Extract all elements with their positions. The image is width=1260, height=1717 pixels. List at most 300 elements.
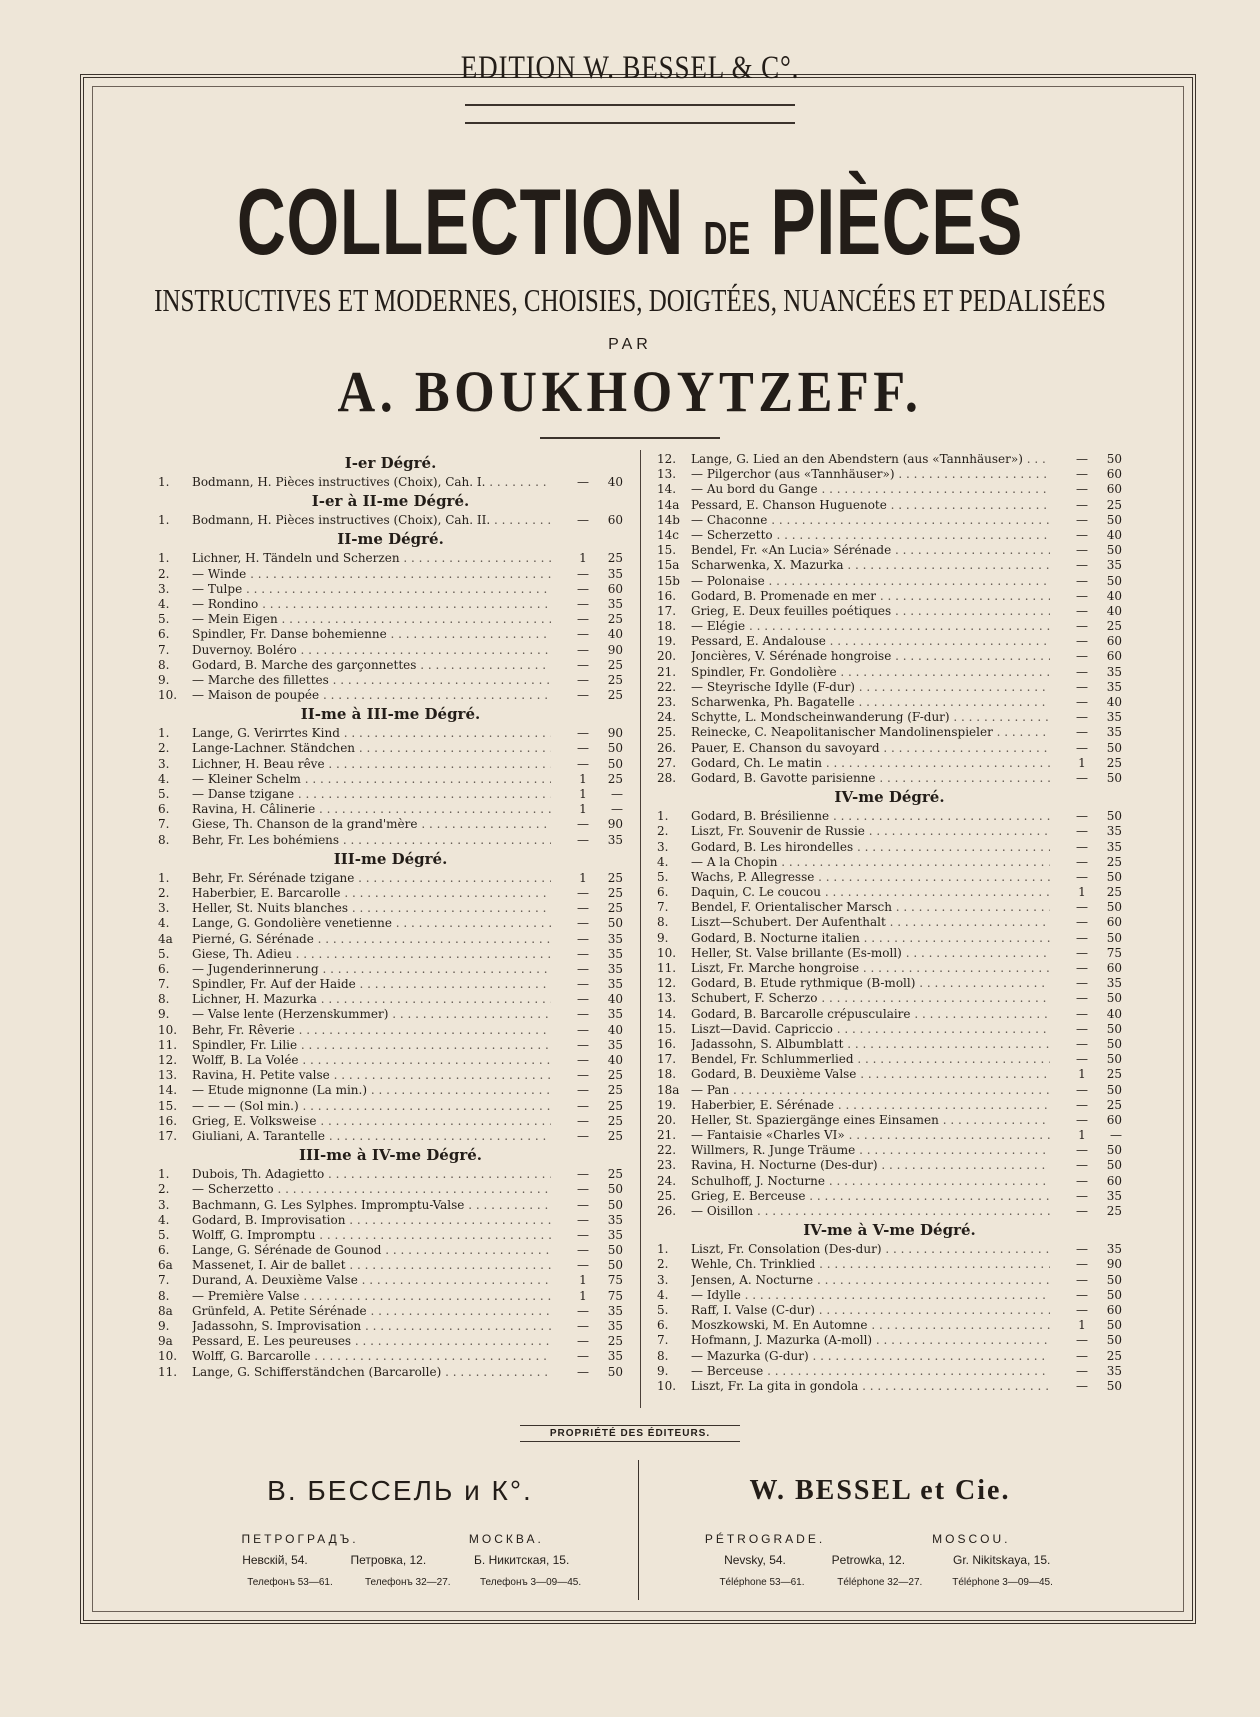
entry-title: Spindler, Fr. Danse bohemienne . . . (192, 627, 551, 642)
entry-title: Pauer, E. Chanson du savoyard . . . (691, 741, 1050, 756)
entry-price (551, 871, 623, 886)
catalog-entry (657, 946, 1122, 961)
catalog-entry (158, 772, 623, 787)
price-kopecks: 50 (1106, 1052, 1122, 1067)
entry-number: 14. (158, 1083, 178, 1098)
entry-title: — Jugenderinnerung . . . (192, 962, 551, 977)
price-rubles: — (1076, 710, 1088, 725)
phone-fr-1: Téléphone 53—61. (719, 1577, 805, 1588)
entry-price (551, 1053, 623, 1068)
entry-price (551, 627, 623, 642)
entry-number: 2. (158, 741, 170, 756)
entry-title: Massenet, I. Air de ballet . . . (192, 1258, 551, 1273)
entry-title: Godard, Ch. Le matin . . . (691, 756, 1050, 771)
catalog-entry (158, 673, 623, 688)
price-kopecks: 60 (607, 513, 623, 528)
entry-number: 2. (158, 885, 170, 900)
entry-number: 17. (657, 1052, 677, 1067)
entry-number: 8. (158, 1288, 170, 1303)
price-kopecks: 60 (1106, 915, 1122, 930)
entry-title: — Polonaise . . . (691, 574, 1050, 589)
entry-price (1050, 1288, 1122, 1303)
price-kopecks: 50 (1106, 770, 1122, 785)
entry-number: 8. (158, 832, 170, 847)
entry-price (1050, 771, 1122, 786)
entry-number: 3. (657, 839, 669, 854)
price-rubles: — (1076, 527, 1088, 542)
entry-title: — Steyrische Idylle (F-dur) . . . (691, 680, 1050, 695)
price-kopecks: 50 (607, 741, 623, 756)
publisher-name-french: W. BESSEL et Cie. (749, 1475, 1011, 1506)
entry-price (551, 916, 623, 931)
price-rubles: — (577, 741, 589, 756)
entry-number: 5. (158, 946, 170, 961)
entry-price (551, 1129, 623, 1144)
entry-price (1050, 1333, 1122, 1348)
entry-price (1050, 665, 1122, 680)
price-kopecks: 50 (1106, 573, 1122, 588)
price-rubles: — (577, 688, 589, 703)
price-kopecks: 60 (1106, 467, 1122, 482)
price-kopecks: 35 (1106, 664, 1122, 679)
entry-title: Godard, B. Marche des garçonnettes . . . (192, 658, 551, 673)
price-rubles: — (577, 627, 589, 642)
price-rubles: — (577, 1022, 589, 1037)
entry-title: Raff, I. Valse (C-dur) . . . (691, 1303, 1050, 1318)
entry-title: Wolff, B. La Volée . . . (192, 1053, 551, 1068)
entry-price (1050, 809, 1122, 824)
entry-number: 16. (657, 1036, 677, 1051)
price-kopecks: 35 (607, 1227, 623, 1242)
price-kopecks: 35 (1106, 710, 1122, 725)
catalog-entry (158, 1319, 623, 1334)
price-kopecks: 40 (1106, 603, 1122, 618)
price-kopecks: 50 (1106, 991, 1122, 1006)
price-rubles: 1 (579, 787, 587, 801)
price-kopecks: 90 (1106, 1257, 1122, 1272)
price-rubles: — (1076, 543, 1088, 558)
catalog-entry (158, 1038, 623, 1053)
catalog-entry (158, 977, 623, 992)
city-moscow-ru: МОСКВА. (468, 1532, 544, 1546)
entry-number: 5. (657, 869, 669, 884)
price-kopecks: 50 (607, 1243, 623, 1258)
price-kopecks: 50 (1106, 930, 1122, 945)
price-kopecks: 25 (607, 1098, 623, 1113)
entry-number: 7. (158, 642, 170, 657)
price-kopecks: 50 (1106, 1021, 1122, 1036)
entry-price (1050, 900, 1122, 915)
price-kopecks: 25 (607, 551, 623, 566)
catalog-entry (158, 1198, 623, 1213)
entry-title: — — — (Sol min.) . . . (192, 1099, 551, 1114)
main-title (176, 168, 1083, 276)
catalog-entry (158, 1083, 623, 1098)
catalog-entry (657, 558, 1122, 573)
price-kopecks: 35 (607, 946, 623, 961)
catalog-entry (158, 612, 623, 627)
entry-price (1050, 1037, 1122, 1052)
price-rubles: 1 (579, 1273, 587, 1288)
price-kopecks: 25 (1106, 619, 1122, 634)
entry-title: Pessard, E. Chanson Huguenote . . . (691, 498, 1050, 513)
entry-title: Jensen, A. Nocturne . . . (691, 1273, 1050, 1288)
price-rubles: — (1076, 512, 1088, 527)
phone-fr-3: Téléphone 3—09—45. (952, 1577, 1053, 1588)
entry-title: Pessard, E. Les peureuses . . . (192, 1334, 551, 1349)
price-kopecks: 50 (1106, 900, 1122, 915)
catalog-entry (657, 915, 1122, 930)
entry-title: Liszt, Fr. Marche hongroise . . . (691, 961, 1050, 976)
catalog-entry (158, 567, 623, 582)
price-rubles: — (1076, 497, 1088, 512)
price-kopecks: 50 (607, 1258, 623, 1273)
entry-price (1050, 1113, 1122, 1128)
price-rubles: — (1076, 1348, 1088, 1363)
entry-title: Godard, B. Improvisation . . . (192, 1213, 551, 1228)
price-rubles: — (1076, 1143, 1088, 1158)
entry-title: — Au bord du Gange . . . (691, 482, 1050, 497)
phones-russian (230, 1577, 596, 1588)
entry-title: — Pan . . . (691, 1083, 1050, 1098)
price-rubles: 1 (1078, 1128, 1086, 1143)
entry-number: 19. (657, 1097, 677, 1112)
publisher-heading: EDITION W. BESSEL & C°. (460, 50, 800, 86)
catalog-entry (158, 757, 623, 772)
entry-number: 10. (657, 945, 677, 960)
catalog-entry (657, 1288, 1122, 1303)
entry-price (551, 658, 623, 673)
entry-title: Godard, B. Brésilienne . . . (691, 809, 1050, 824)
entry-price (1050, 991, 1122, 1006)
catalog-entry (657, 809, 1122, 824)
catalog-entry (158, 1099, 623, 1114)
entry-number: 8. (657, 915, 669, 930)
grade-heading: II-me Dégré. (337, 530, 444, 549)
entry-number: 3. (158, 1197, 170, 1212)
catalog-entry (158, 513, 623, 528)
entry-title: Jadassohn, S. Albumblatt . . . (691, 1037, 1050, 1052)
price-kopecks: 50 (1106, 512, 1122, 527)
price-rubles: — (577, 1243, 589, 1258)
entry-number: 1. (657, 1242, 669, 1257)
catalog-entry (657, 543, 1122, 558)
price-rubles: — (577, 1113, 589, 1128)
grade-heading: I-er à II-me Dégré. (311, 492, 470, 511)
price-kopecks: 50 (1106, 869, 1122, 884)
entry-number: 8a (158, 1303, 173, 1318)
phone-fr-2: Téléphone 32—27. (837, 1577, 923, 1588)
catalog-entry (657, 1098, 1122, 1113)
entry-price (1050, 1022, 1122, 1037)
price-kopecks: 35 (1106, 1242, 1122, 1257)
city-moscow-fr: MOSCOU. (932, 1532, 1011, 1546)
price-rubles: 1 (579, 802, 587, 817)
catalog-entry (657, 604, 1122, 619)
price-rubles: — (1076, 824, 1088, 839)
entry-title: Spindler, Fr. Lilie . . . (192, 1038, 551, 1053)
entry-title: Wachs, P. Allegresse . . . (691, 870, 1050, 885)
entry-price (551, 787, 623, 802)
entry-price (551, 726, 623, 741)
entry-title: — Mein Eigen . . . (192, 612, 551, 627)
entry-number: 4. (158, 916, 170, 931)
entry-price (551, 612, 623, 627)
entry-title: — A la Chopin . . . (691, 855, 1050, 870)
catalog-entry (657, 1204, 1122, 1219)
entry-title: Willmers, R. Junge Träume . . . (691, 1143, 1050, 1158)
catalog-entry (657, 900, 1122, 915)
entry-title: — Première Valse . . . (192, 1289, 551, 1304)
price-rubles: — (577, 1258, 589, 1273)
catalog-entry (158, 741, 623, 756)
entry-price (551, 673, 623, 688)
entry-price (1050, 589, 1122, 604)
entry-price (1050, 1189, 1122, 1204)
price-kopecks: 60 (607, 581, 623, 596)
catalog-entry (158, 932, 623, 947)
entry-title: Godard, B. Barcarolle crépusculaire . . . (691, 1007, 1050, 1022)
entry-number: 4. (657, 1287, 669, 1302)
price-rubles: — (1076, 1082, 1088, 1097)
catalog-entry (657, 870, 1122, 885)
entry-title: Godard, B. Les hirondelles . . . (691, 840, 1050, 855)
price-kopecks: 50 (1106, 809, 1122, 824)
entry-title: Schytte, L. Mondscheinwanderung (F-dur) . . . (691, 710, 1050, 725)
catalog-entry (657, 574, 1122, 589)
entry-number: 5. (158, 1227, 170, 1242)
entry-title: Pessard, E. Andalouse . . . (691, 634, 1050, 649)
price-kopecks: 35 (1106, 1188, 1122, 1203)
entry-title: Godard, B. Deuxième Valse . . . (691, 1067, 1050, 1082)
price-rubles: — (1076, 1242, 1088, 1257)
catalog-entry (657, 452, 1122, 467)
price-kopecks: 40 (607, 475, 623, 489)
price-rubles: — (577, 642, 589, 657)
entry-number: 6. (158, 1243, 170, 1258)
entry-title: — Scherzetto . . . (192, 1182, 551, 1197)
entry-number: 9. (158, 672, 170, 687)
entry-price (551, 901, 623, 916)
entry-number: 1. (158, 726, 170, 741)
price-rubles: — (1076, 1378, 1088, 1393)
entry-number: 5. (158, 612, 170, 627)
entry-title: Bodmann, H. Pièces instructives (Choix), Cah. I. . . . (192, 475, 551, 490)
price-kopecks: 25 (607, 870, 623, 885)
entry-price (551, 741, 623, 756)
entry-number: 26. (657, 740, 677, 755)
phone-ru-2: Телефонъ 32—27. (365, 1577, 451, 1588)
entry-title: Lange, G. Gondolière venetienne . . . (192, 916, 551, 931)
catalog-entry (158, 643, 623, 658)
price-kopecks: 75 (607, 1288, 623, 1303)
entry-number: 21. (657, 1128, 677, 1143)
cities-russian (215, 1532, 601, 1546)
grade-heading: III-me à IV-me Dégré. (299, 1146, 482, 1165)
entry-price (1050, 1242, 1122, 1257)
entry-price (1050, 634, 1122, 649)
address-fr-1: Nevsky, 54. (724, 1553, 786, 1567)
entry-price (551, 1083, 623, 1098)
price-rubles: — (577, 901, 589, 916)
addresses-french (700, 1553, 1077, 1567)
price-kopecks: 75 (1106, 945, 1122, 960)
price-rubles: 1 (1078, 1067, 1086, 1082)
catalog-entry (158, 947, 623, 962)
price-rubles: — (1076, 664, 1088, 679)
entry-price (551, 1319, 623, 1334)
entry-number: 13. (657, 991, 677, 1006)
catalog-entry (657, 1242, 1122, 1257)
entry-number: 2. (158, 566, 170, 581)
address-fr-2: Petrowka, 12. (831, 1553, 906, 1567)
price-rubles: — (577, 1364, 589, 1379)
entry-price (551, 772, 623, 787)
entry-number: 16. (657, 588, 677, 603)
entry-price (551, 1304, 623, 1319)
price-rubles: — (577, 1098, 589, 1113)
entry-title: Grieg, E. Deux feuilles poétiques . . . (691, 604, 1050, 619)
price-rubles: 1 (579, 551, 587, 566)
entry-price (1050, 467, 1122, 482)
catalog-entry (657, 1257, 1122, 1272)
price-kopecks: 35 (1106, 976, 1122, 991)
catalog-entry (657, 1174, 1122, 1189)
price-rubles: — (577, 946, 589, 961)
price-kopecks: 35 (607, 596, 623, 611)
entry-title: Ravina, H. Petite valse . . . (192, 1068, 551, 1083)
price-rubles: — (1076, 976, 1088, 991)
price-rubles: — (1076, 725, 1088, 740)
entry-price (1050, 543, 1122, 558)
entry-number: 1. (158, 475, 170, 489)
entry-number: 17. (657, 603, 677, 618)
entry-number: 5. (158, 787, 170, 801)
entry-price (551, 1349, 623, 1364)
price-kopecks: 40 (1106, 695, 1122, 709)
entry-title: Durand, A. Deuxième Valse . . . (192, 1273, 551, 1288)
column-divider (640, 450, 641, 1408)
entry-title: Joncières, V. Sérénade hongroise . . . (691, 649, 1050, 664)
price-kopecks: 25 (1106, 1097, 1122, 1112)
entry-price (1050, 961, 1122, 976)
price-rubles: — (577, 612, 589, 627)
price-rubles: — (1076, 1021, 1088, 1036)
price-rubles: — (577, 1167, 589, 1182)
price-kopecks: 35 (607, 832, 623, 847)
title-word-pieces: PIÈCES (770, 169, 1024, 274)
price-kopecks: 25 (607, 901, 623, 916)
price-kopecks: 25 (1106, 1067, 1122, 1082)
entry-price (551, 1068, 623, 1083)
entry-number: 24. (657, 710, 677, 725)
catalog-entry (657, 634, 1122, 649)
entry-title: Grieg, E. Berceuse . . . (691, 1189, 1050, 1204)
catalog-entry (657, 961, 1122, 976)
entry-price (1050, 915, 1122, 930)
entry-price (551, 643, 623, 658)
entry-number: 11. (657, 961, 677, 975)
price-kopecks: 35 (1106, 679, 1122, 694)
entry-number: 9. (158, 1319, 170, 1333)
entry-title: Bendel, Fr. «An Lucia» Sérénade . . . (691, 543, 1050, 558)
entry-title: Liszt, Fr. La gita in gondola . . . (691, 1379, 1050, 1394)
entry-price (551, 582, 623, 597)
catalog-entry (158, 1258, 623, 1273)
entry-number: 6. (657, 1318, 669, 1333)
price-kopecks: 50 (607, 756, 623, 771)
entry-title: Ravina, H. Nocturne (Des-dur) . . . (691, 1158, 1050, 1173)
price-rubles: — (577, 1083, 589, 1098)
entry-title: Liszt—Schubert. Der Aufenthalt . . . (691, 915, 1050, 930)
catalog-entry (657, 680, 1122, 695)
entry-price (1050, 885, 1122, 900)
price-rubles: — (577, 596, 589, 611)
price-kopecks: 50 (1106, 543, 1122, 558)
price-kopecks: 60 (1106, 1302, 1122, 1317)
entry-price (551, 1099, 623, 1114)
price-kopecks: — (611, 787, 623, 801)
entry-price (1050, 1174, 1122, 1189)
catalog-entry (657, 649, 1122, 664)
price-rubles: — (1076, 1052, 1088, 1067)
price-rubles: 1 (579, 1288, 587, 1303)
address-ru-3: Б. Никитская, 15. (474, 1553, 570, 1567)
price-kopecks: 25 (1106, 1204, 1122, 1218)
entry-price (1050, 725, 1122, 740)
catalog-entry (657, 1273, 1122, 1288)
price-rubles: — (577, 726, 589, 741)
entry-price (551, 947, 623, 962)
catalog-entry (657, 695, 1122, 710)
cities-french (690, 1532, 1066, 1546)
catalog-entry (657, 665, 1122, 680)
entry-price (1050, 870, 1122, 885)
entry-price (551, 1167, 623, 1182)
entry-title: — Valse lente (Herzenskummer) . . . (192, 1007, 551, 1022)
catalog-entry (158, 962, 623, 977)
price-rubles: 1 (1078, 885, 1086, 900)
price-kopecks: 40 (607, 1053, 623, 1067)
price-rubles: — (577, 672, 589, 687)
entry-title: Jadassohn, S. Improvisation . . . (192, 1319, 551, 1334)
entry-title: Scharwenka, X. Mazurka . . . (691, 558, 1050, 573)
catalog-entry (657, 619, 1122, 634)
price-kopecks: 60 (1106, 961, 1122, 975)
price-kopecks: 25 (607, 688, 623, 703)
price-kopecks: 35 (607, 977, 623, 992)
catalog-entry (657, 467, 1122, 482)
entry-number: 6. (158, 802, 170, 817)
entry-price (551, 817, 623, 832)
price-rubles: — (1076, 1188, 1088, 1203)
city-petrograd-fr: PÉTROGRADE. (704, 1532, 826, 1546)
entry-number: 24. (657, 1173, 677, 1188)
entry-title: Bendel, Fr. Schlummerlied . . . (691, 1052, 1050, 1067)
entry-price (1050, 976, 1122, 991)
entry-price (551, 1289, 623, 1304)
entry-price (551, 1258, 623, 1273)
catalog-entry (657, 1318, 1122, 1333)
entry-price (551, 475, 623, 490)
entry-title: — Maison de poupée . . . (192, 688, 551, 703)
entry-price (551, 1365, 623, 1380)
entry-title: Spindler, Fr. Auf der Haide . . . (192, 977, 551, 992)
price-rubles: — (577, 1212, 589, 1227)
price-rubles: — (577, 1128, 589, 1143)
entry-price (1050, 695, 1122, 710)
divider-ornament (540, 437, 720, 439)
